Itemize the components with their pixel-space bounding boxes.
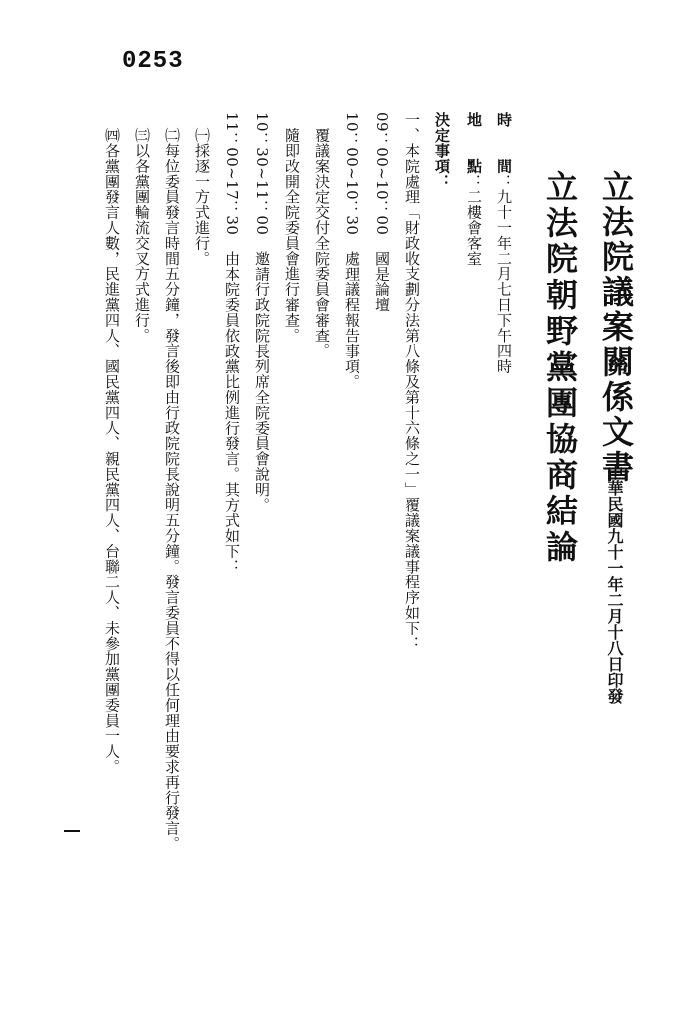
place-value: ：二樓會客室 bbox=[465, 173, 483, 267]
schedule-item: 10：00∼10：30 處理議程報告事項。 bbox=[343, 112, 361, 390]
issue-date: 中華民國九十一年二月十八日印發 bbox=[605, 464, 624, 704]
schedule-note: 覆議案決定交付全院委員會審查。 bbox=[313, 112, 331, 359]
time-label: 時 間 bbox=[495, 112, 513, 174]
decision-item: 一、本院處理「財政收支劃分法第八條及第十六條之一」覆議案議事程序如下： bbox=[403, 112, 421, 651]
time-value: ：九十一年二月七日下午四時 bbox=[495, 173, 513, 374]
schedule-item: 11：00∼17：30 由本院委員依政黨比例進行發言。其方式如下： bbox=[223, 112, 241, 575]
sub-item: ㈡每位委員發言時間五分鐘，發言後即由行政院院長說明五分鐘。發言委員不得以任何理由要求再行發言。 bbox=[163, 112, 181, 852]
decision-heading: 決定事項： bbox=[433, 112, 451, 189]
sub-item: ㈣各黨團發言人數，民進黨四人、國民黨四人、親民黨四人、台聯二人、未參加黨團委員一人。 bbox=[103, 112, 121, 775]
page-number bbox=[64, 830, 80, 832]
page-code: 0253 bbox=[122, 48, 184, 75]
schedule-item: 09：00∼10：00 國是論壇 bbox=[373, 112, 391, 313]
time-row bbox=[496, 112, 511, 374]
sub-item: ㈠採逐一方式進行。 bbox=[193, 112, 211, 266]
place-label: 地 點 bbox=[465, 112, 483, 174]
document-title: 立法院議案關係文書 bbox=[597, 170, 635, 485]
subtitle: 立法院朝野黨團協商結論 bbox=[541, 170, 579, 566]
sub-item: ㈢以各黨團輪流交叉方式進行。 bbox=[133, 112, 151, 343]
schedule-item: 10：30∼11：00 邀請行政院院長列席全院委員會說明。 bbox=[253, 112, 271, 513]
place-row bbox=[466, 112, 481, 266]
schedule-note: 隨即改開全院委員會進行審查。 bbox=[283, 112, 301, 343]
